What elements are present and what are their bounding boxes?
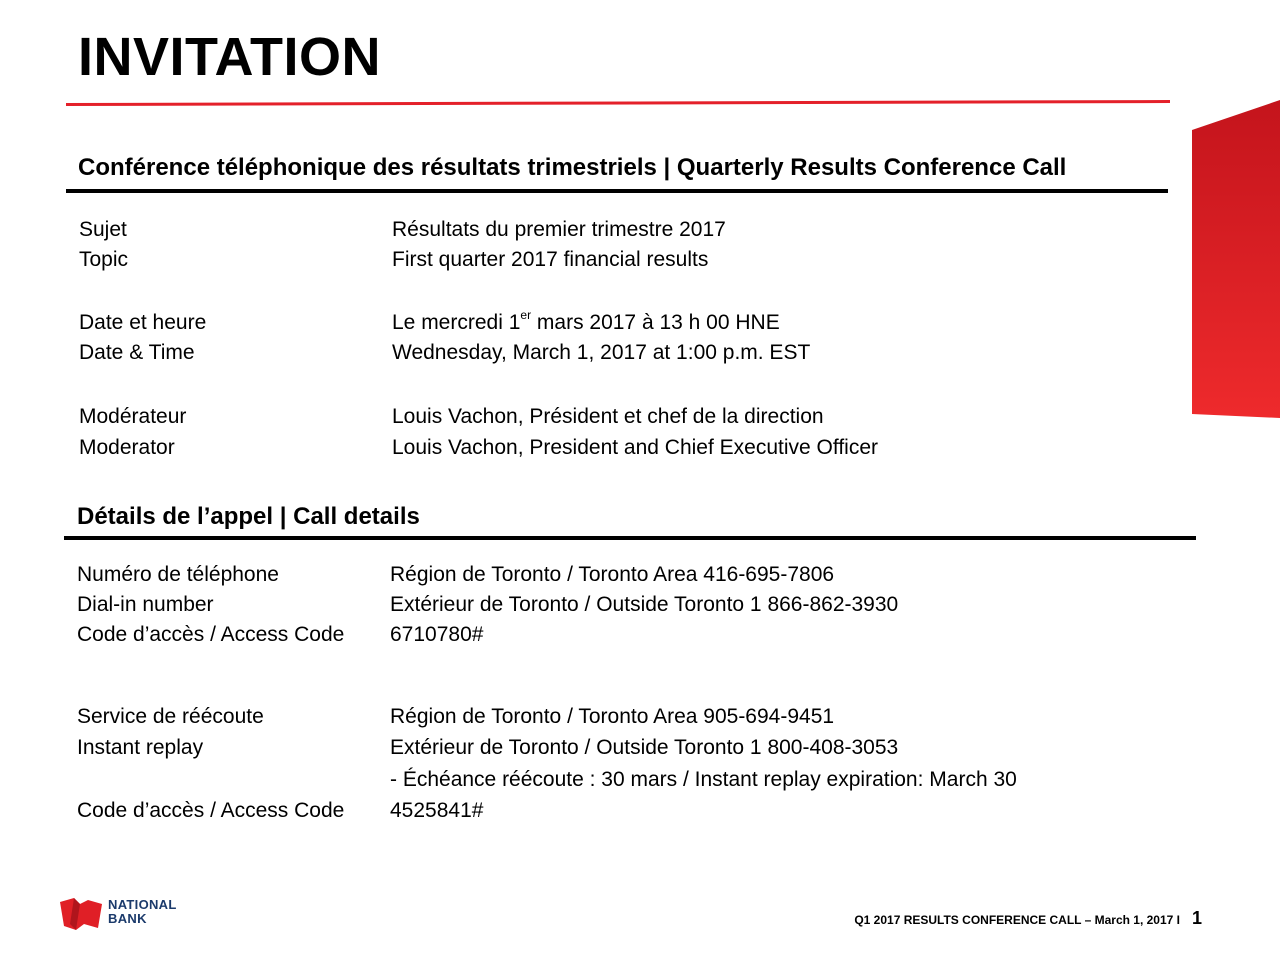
title-underline (66, 100, 1170, 106)
value-replay-access-code: 4525841# (390, 799, 484, 822)
label-date-et-heure: Date et heure (79, 311, 207, 334)
value-date-time: Wednesday, March 1, 2017 at 1:00 p.m. EST (392, 341, 811, 364)
value-access-code: 6710780# (390, 623, 484, 646)
label-service-reecoute: Service de réécoute (77, 705, 264, 728)
value-moderateur: Louis Vachon, Président et chef de la direction (392, 405, 824, 428)
label-moderator: Moderator (79, 436, 175, 459)
logo-text: NATIONAL BANK (108, 897, 177, 926)
value-topic: First quarter 2017 financial results (392, 248, 709, 271)
page-number: 1 (1192, 908, 1203, 928)
section-divider (66, 189, 1168, 193)
red-corner-decoration (1184, 100, 1280, 423)
section-heading-conference: Conférence téléphonique des résultats trimestriels | Quarterly Results Conference Call (78, 154, 1067, 181)
value-replay-expiration: - Échéance réécoute : 30 mars / Instant replay expiration: March 30 (390, 768, 1017, 791)
value-date-et-heure: Le mercredi 1er mars 2017 à 13 h 00 HNE (392, 308, 780, 334)
label-replay-access-code: Code d’accès / Access Code (77, 799, 345, 822)
page-title: INVITATION (78, 27, 381, 87)
section-divider (64, 536, 1196, 540)
value-toronto-area-number: Région de Toronto / Toronto Area 416-695-7806 (390, 563, 835, 586)
label-instant-replay: Instant replay (77, 736, 204, 759)
value-replay-toronto-number: Région de Toronto / Toronto Area 905-694-9451 (390, 705, 835, 728)
section-heading-call-details: Détails de l’appel | Call details (77, 503, 420, 530)
value-outside-toronto-number: Extérieur de Toronto / Outside Toronto 1 866-862-3930 (390, 593, 899, 616)
footer-text: Q1 2017 RESULTS CONFERENCE CALL – March 1, 2017 I (854, 913, 1180, 927)
label-topic: Topic (79, 248, 129, 271)
label-sujet: Sujet (79, 218, 127, 241)
value-replay-outside-number: Extérieur de Toronto / Outside Toronto 1 800-408-3053 (390, 736, 899, 759)
label-numero-telephone: Numéro de téléphone (77, 563, 279, 586)
value-sujet: Résultats du premier trimestre 2017 (392, 218, 726, 241)
value-moderator: Louis Vachon, President and Chief Executive Officer (392, 436, 878, 459)
label-date-time: Date & Time (79, 341, 195, 364)
label-moderateur: Modérateur (79, 405, 187, 428)
label-dial-in-number: Dial-in number (77, 593, 214, 616)
label-access-code: Code d’accès / Access Code (77, 623, 345, 646)
